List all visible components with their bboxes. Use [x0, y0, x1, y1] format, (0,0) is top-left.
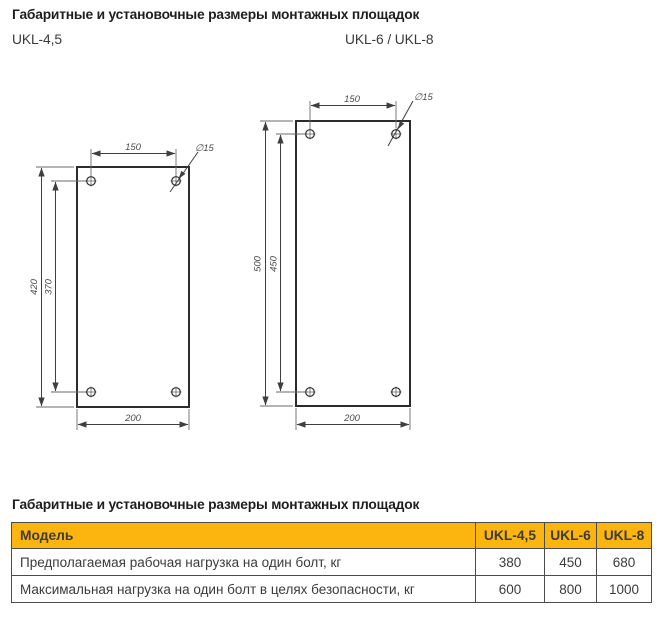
header-cell-ukl45: UKL-4,5 — [476, 523, 545, 549]
row-label: Предполагаемая рабочая нагрузка на один болт, кг — [12, 549, 476, 576]
header-cell-ukl6: UKL-6 — [545, 523, 597, 549]
dim-hole-spacing-v: 450 — [268, 256, 280, 272]
load-specs-table — [11, 522, 652, 603]
row-value-ukl6: 800 — [545, 576, 597, 603]
table-row — [12, 549, 652, 576]
table-header-row — [12, 523, 652, 549]
dim-bottom-width: 200 — [344, 413, 360, 424]
row-label: Максимальная нагрузка на один болт в целях безопасности, кг — [12, 576, 476, 603]
dim-hole-spacing-v: 370 — [43, 279, 55, 295]
plate-outline — [77, 167, 189, 407]
dim-outer-height: 500 — [252, 256, 264, 272]
row-value-ukl8: 680 — [597, 549, 652, 576]
dim-outer-height: 420 — [29, 279, 40, 295]
table-row — [12, 576, 652, 603]
dim-bottom-width: 200 — [125, 413, 141, 424]
drawing-ukl45 — [29, 142, 215, 430]
model-label-ukl6-ukl8: UKL-6 / UKL-8 — [345, 32, 434, 47]
drawing-ukl6-ukl8 — [253, 92, 434, 430]
row-value-ukl8: 1000 — [597, 576, 652, 603]
row-value-ukl45: 380 — [476, 549, 545, 576]
row-value-ukl6: 450 — [545, 549, 597, 576]
plate-outline — [296, 121, 410, 406]
header-cell-model: Модель — [12, 523, 476, 549]
table-section-title: Габаритные и установочные размеры монтажных площадок — [12, 497, 420, 512]
dim-hole-diameter: ∅15 — [195, 143, 214, 154]
page-title: Габаритные и установочные размеры монтажных площадок — [12, 7, 420, 22]
row-value-ukl45: 600 — [476, 576, 545, 603]
dim-top-spacing: 150 — [125, 142, 141, 153]
dim-hole-diameter: ∅15 — [414, 92, 433, 103]
model-label-ukl45: UKL-4,5 — [12, 32, 62, 47]
header-cell-ukl8: UKL-8 — [597, 523, 652, 549]
dim-top-spacing: 150 — [344, 94, 360, 105]
